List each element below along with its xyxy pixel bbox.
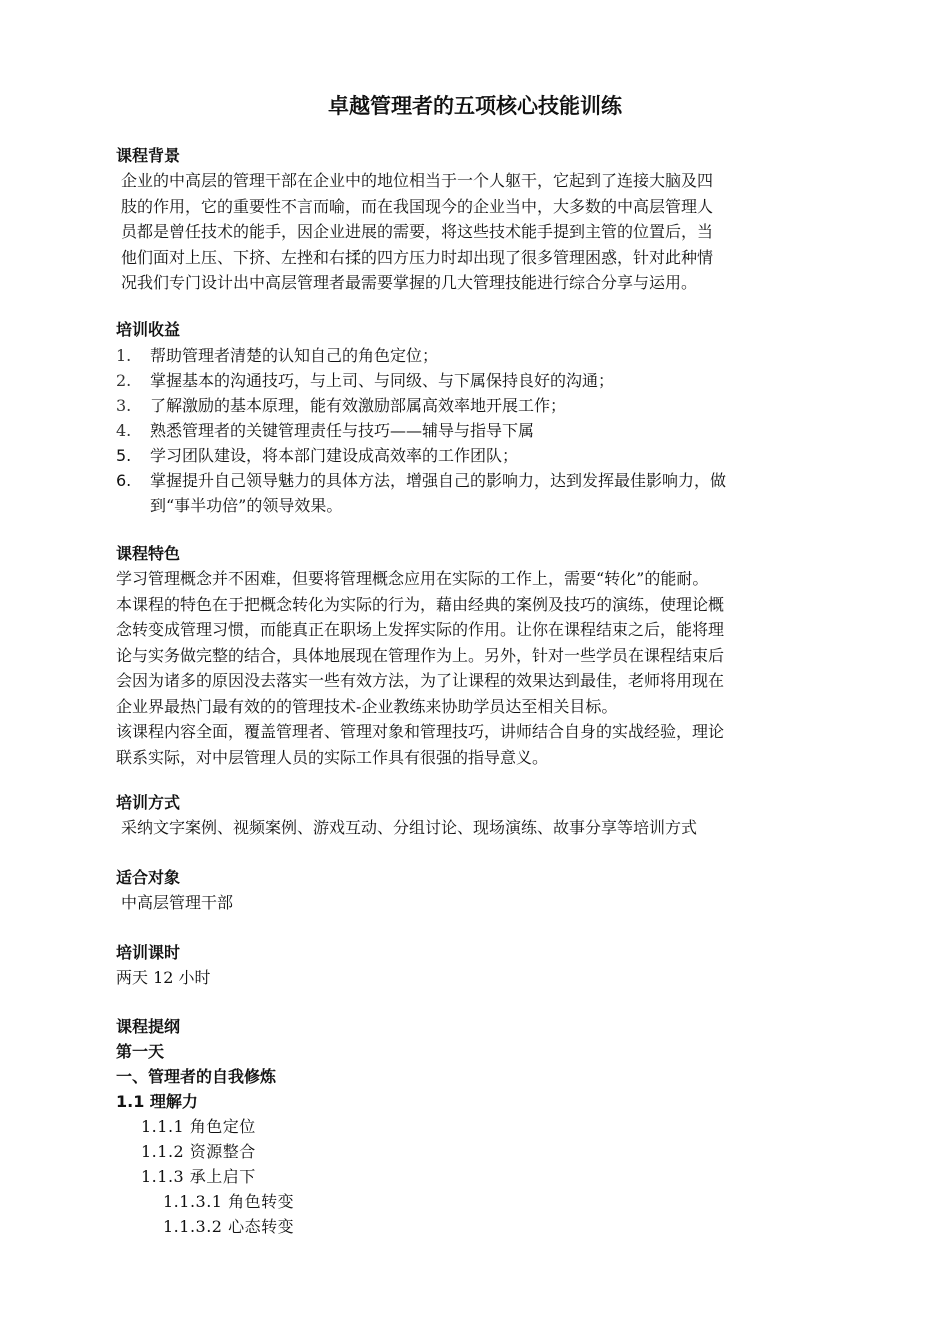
background-paragraph <box>121 168 833 296</box>
background-line: 肢的作用，它的重要性不言而喻，而在我国现今的企业当中，大多数的中高层管理人 <box>121 196 714 216</box>
outline-section: 一、管理者的自我修炼 <box>116 1067 277 1086</box>
background-line: 企业的中高层的管理干部在企业中的地位相当于一个人躯干，它起到了连接大脑及四 <box>121 171 714 190</box>
benefit-text: 熟悉管理者的关键管理责任与技巧——辅导与指导下属 <box>150 421 535 440</box>
benefit-item <box>116 343 438 368</box>
features-line: 企业界最热门最有效的的管理技术-企业教练来协助学员达至相关目标。 <box>116 696 618 716</box>
benefit-item <box>116 468 727 515</box>
features-paragraph <box>116 566 851 770</box>
benefit-text: 掌握提升自己领导魅力的具体方法，增强自己的影响力，达到发挥最佳影响力，做 <box>150 471 727 490</box>
benefit-number: 5. <box>116 446 132 465</box>
outline-item: 1.1.3 承上启下 <box>141 1167 256 1186</box>
benefit-text: 了解激励的基本原理，能有效激励部属高效率地开展工作； <box>150 396 567 415</box>
benefit-number: 2. <box>116 371 132 390</box>
background-heading: 课程背景 <box>116 146 181 165</box>
background-line: 况我们专门设计出中高层管理者最需要掌握的几大管理技能进行综合分享与运用。 <box>121 273 698 292</box>
features-line: 联系实际，对中层管理人员的实际工作具有很强的指导意义。 <box>116 747 549 767</box>
background-line: 他们面对上压、下挤、左挫和右揉的四方压力时却出现了很多管理困惑，针对此种情 <box>121 247 714 267</box>
benefit-number: 6. <box>116 471 132 490</box>
features-line: 学习管理概念并不困难，但要将管理概念应用在实际的工作上，需要“转化”的能耐。 <box>116 569 709 588</box>
audience-heading: 适合对象 <box>116 868 181 887</box>
hours-text: 两天 12 小时 <box>116 968 211 987</box>
features-line: 念转变成管理习惯，而能真正在职场上发挥实际的作用。让你在课程结束之后，能将理 <box>116 620 725 639</box>
benefit-text: 掌握基本的沟通技巧，与上司、与同级、与下属保持良好的沟通； <box>150 371 615 390</box>
benefit-number: 1. <box>116 346 132 365</box>
benefit-text: 学习团队建设，将本部门建设成高效率的工作团队； <box>150 446 519 465</box>
outline-item: 1.1.3.2 心态转变 <box>163 1217 295 1236</box>
hours-heading: 培训课时 <box>116 943 181 962</box>
outline-heading: 课程提纲 <box>116 1017 181 1036</box>
features-line: 该课程内容全面，覆盖管理者、管理对象和管理技巧，讲师结合自身的实战经验，理论 <box>116 722 725 741</box>
benefit-text-continued: 到“事半功倍”的领导效果。 <box>150 496 343 515</box>
background-line: 员都是曾任技术的能手，因企业进展的需要，将这些技术能手提到主管的位置后，当 <box>121 222 714 241</box>
features-line: 会因为诸多的原因没去落实一些有效方法，为了让课程的效果达到最佳，老师将用现在 <box>116 671 725 690</box>
benefit-item <box>116 368 614 393</box>
method-heading: 培训方式 <box>116 793 181 812</box>
features-line: 本课程的特色在于把概念转化为实际的行为，藉由经典的案例及技巧的演练，使理论概 <box>116 594 725 614</box>
outline-day: 第一天 <box>116 1042 165 1061</box>
method-text: 采纳文字案例、视频案例、游戏互动、分组讨论、现场演练、故事分享等培训方式 <box>121 818 698 837</box>
outline-item: 1.1.1 角色定位 <box>141 1117 256 1136</box>
benefit-number: 4. <box>116 421 132 440</box>
features-heading: 课程特色 <box>116 544 181 563</box>
audience-text: 中高层管理干部 <box>121 893 234 912</box>
benefit-item <box>116 418 534 443</box>
document-title: 卓越管理者的五项核心技能训练 <box>328 94 622 118</box>
outline-item: 1.1.3.1 角色转变 <box>163 1192 295 1211</box>
benefit-number: 3. <box>116 396 132 415</box>
benefit-item <box>116 393 566 418</box>
features-line: 论与实务做完整的结合，具体地展现在管理作为上。另外，针对一些学员在课程结束后 <box>116 645 725 665</box>
benefit-item <box>116 443 518 468</box>
outline-item: 1.1.2 资源整合 <box>141 1142 256 1161</box>
benefit-text: 帮助管理者清楚的认知自己的角色定位； <box>150 346 439 365</box>
outline-subsection: 1.1 理解力 <box>116 1092 198 1111</box>
benefits-heading: 培训收益 <box>116 320 181 339</box>
